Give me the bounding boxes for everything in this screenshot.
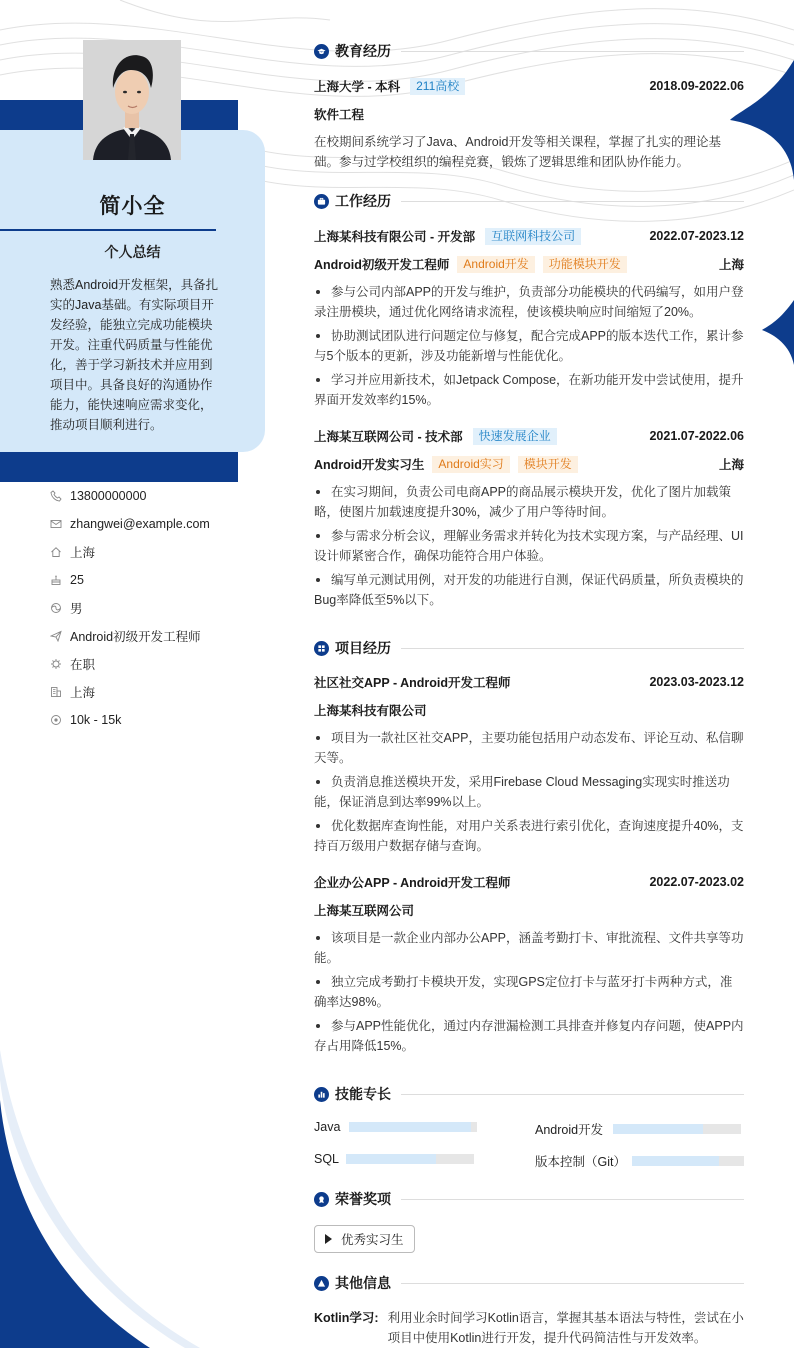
- work-1-role-row: [314, 255, 744, 273]
- project-2-bullets: [314, 928, 744, 1060]
- status-icon: [50, 658, 62, 670]
- section-title: 教育经历: [335, 43, 391, 59]
- section-divider: [401, 1094, 744, 1095]
- summary-title: 个人总结: [104, 244, 161, 260]
- project-name: 社区社交APP - Android开发工程师: [314, 676, 511, 690]
- other-info-value: 利用业余时间学习Kotlin语言，掌握其基本语法与特性，尝试在小项目中使用Kotlin进行开发，提升代码简洁性与开发效率。: [387, 1311, 744, 1345]
- skill-item: [314, 1152, 474, 1166]
- building-icon: [50, 686, 62, 698]
- info-text: Android初级开发工程师: [70, 630, 201, 644]
- section-education-header: [314, 41, 744, 61]
- section-skills-header: [314, 1084, 744, 1104]
- name-underline: [0, 229, 216, 231]
- list-item: 参与需求分析会议，理解业务需求并转化为技术实现方案，与产品经理、UI设计师紧密合作，确保功能符合用户体验。: [314, 526, 744, 566]
- summary-text: 熟悉Android开发框架，具备扎实的Java基础。有实际项目开发经验，能独立完成功能模块开发。注重代码质量与性能优化，善于学习新技术并应用到项目中。具备良好的沟通协作能力，能快速响应需求变化，推动项目顺利进行。: [50, 278, 219, 432]
- section-divider: [401, 1199, 744, 1200]
- work-period: 2021.07-2022.06: [649, 429, 744, 443]
- company-tag: 互联网科技公司: [485, 228, 581, 245]
- list-item: 在实习期间，负责公司电商APP的商品展示模块开发，优化了图片加载策略，使图片加载速度提升30%，减少了用户等待时间。: [314, 482, 744, 522]
- info-text: 13800000000: [70, 489, 147, 503]
- contact-info-list: [50, 482, 210, 734]
- skill-item: [314, 1120, 477, 1134]
- work-2-role-row: [314, 455, 744, 473]
- mail-icon: [50, 518, 62, 530]
- education-header-row: [314, 77, 744, 95]
- info-position: [50, 622, 210, 650]
- list-item: 参与公司内部APP的开发与维护，负责部分功能模块的代码编写，如用户登录注册模块，通过优化网络请求流程，使该模块响应时间缩短了20%。: [314, 282, 744, 322]
- list-item: 学习并应用新技术，如Jetpack Compose，在新功能开发中尝试使用，提升界面开发效率约15%。: [314, 370, 744, 410]
- other-info-row: [314, 1308, 744, 1348]
- company-tag: 快速发展企业: [473, 428, 557, 445]
- section-title: 荣誉奖项: [335, 1191, 391, 1207]
- info-text: 上海: [70, 686, 96, 700]
- skill-bar: [632, 1156, 744, 1166]
- section-title: 其他信息: [335, 1275, 391, 1291]
- skill-bar: [349, 1122, 477, 1132]
- section-title: 工作经历: [335, 193, 391, 209]
- info-text: 男: [70, 602, 83, 616]
- info-email: [50, 510, 210, 538]
- work-period: 2022.07-2023.12: [649, 229, 744, 243]
- section-title: 项目经历: [335, 640, 391, 656]
- skill-bar: [346, 1154, 474, 1164]
- info-status: [50, 650, 210, 678]
- list-item: 该项目是一款企业内部办公APP，涵盖考勤打卡、审批流程、文件共享等功能。: [314, 928, 744, 968]
- skill-item: [535, 1152, 744, 1170]
- list-item: 独立完成考勤打卡模块开发，实现GPS定位打卡与蓝牙打卡两种方式，准确率达98%。: [314, 972, 744, 1012]
- info-text: 10k - 15k: [70, 713, 122, 727]
- skill-bar: [613, 1124, 741, 1134]
- project-period: 2022.07-2023.02: [649, 875, 744, 889]
- list-item: 参与APP性能优化，通过内存泄漏检测工具排查并修复内存问题，使APP内存占用降低15%。: [314, 1016, 744, 1056]
- section-divider: [401, 648, 744, 649]
- section-title: 技能专长: [335, 1086, 391, 1102]
- skill-name: Java: [314, 1120, 341, 1134]
- section-divider: [401, 1283, 744, 1284]
- work-role: Android初级开发工程师: [314, 258, 450, 272]
- skill-fill: [632, 1156, 719, 1166]
- work-city: 上海: [718, 458, 744, 472]
- cake-icon: [50, 574, 62, 586]
- skill-name: Android开发: [535, 1123, 604, 1137]
- skill-name: SQL: [314, 1152, 340, 1166]
- info-text: zhangwei@example.com: [70, 517, 210, 531]
- section-projects-header: [314, 638, 744, 658]
- other-info-key: Kotlin学习:: [314, 1311, 379, 1325]
- work-2-bullets: [314, 482, 744, 614]
- project-1-bullets: [314, 728, 744, 860]
- project-company: 上海某科技有限公司: [314, 704, 427, 718]
- skill-fill: [349, 1122, 471, 1132]
- work-2-header-row: [314, 427, 744, 445]
- role-tag: Android实习: [432, 456, 509, 473]
- education-description: 在校期间系统学习了Java、Android开发等相关课程，掌握了扎实的理论基础。参与过学校组织的编程竞赛，锻炼了逻辑思维和团队协作能力。: [314, 135, 721, 169]
- money-icon: [50, 714, 62, 726]
- role-tag: 功能模块开发: [543, 256, 627, 273]
- school-name: 上海大学 - 本科: [314, 80, 401, 94]
- home-icon: [50, 546, 62, 558]
- profile-photo: [83, 40, 181, 160]
- work-city: 上海: [718, 258, 744, 272]
- info-phone: [50, 482, 210, 510]
- gender-icon: [50, 602, 62, 614]
- list-item: 编写单元测试用例，对开发的功能进行自测，保证代码质量，所负责模块的Bug率降低至5%以下。: [314, 570, 744, 610]
- graduation-cap-icon: [314, 44, 329, 59]
- project-2-header-row: [314, 873, 744, 891]
- list-item: 协助测试团队进行问题定位与修复，配合完成APP的版本迭代工作，累计参与5个版本的更新，涉及功能新增与性能优化。: [314, 326, 744, 366]
- skill-fill: [346, 1154, 436, 1164]
- info-text: 在职: [70, 658, 96, 672]
- section-awards-header: [314, 1189, 744, 1209]
- work-1-bullets: [314, 282, 744, 414]
- award-icon: [314, 1192, 329, 1207]
- info-gender: [50, 594, 210, 622]
- section-divider: [401, 51, 744, 52]
- list-item: 负责消息推送模块开发，采用Firebase Cloud Messaging实现实时推送功能，保证消息到达率99%以上。: [314, 772, 744, 812]
- play-icon: [325, 1234, 332, 1244]
- award-item-button[interactable]: [314, 1225, 415, 1253]
- briefcase-icon: [314, 194, 329, 209]
- info-icon: [314, 1276, 329, 1291]
- project-1-header-row: [314, 673, 744, 691]
- education-period: 2018.09-2022.06: [649, 79, 744, 93]
- person-name: 简小全: [99, 195, 166, 218]
- role-tag: Android开发: [457, 256, 534, 273]
- project-name: 企业办公APP - Android开发工程师: [314, 876, 511, 890]
- section-other-header: [314, 1273, 744, 1293]
- role-tag: 模块开发: [518, 456, 578, 473]
- work-1-header-row: [314, 227, 744, 245]
- info-text: 25: [70, 573, 84, 587]
- info-workplace: [50, 678, 210, 706]
- skill-fill: [613, 1124, 703, 1134]
- info-city: [50, 538, 210, 566]
- project-period: 2023.03-2023.12: [649, 675, 744, 689]
- info-text: 上海: [70, 546, 96, 560]
- skill-item: [535, 1120, 741, 1138]
- work-company: 上海某互联网公司 - 技术部: [314, 430, 463, 444]
- section-work-header: [314, 191, 744, 211]
- info-salary: [50, 706, 210, 734]
- award-label: 优秀实习生: [341, 1233, 404, 1247]
- list-item: 优化数据库查询性能，对用户关系表进行索引优化，查询速度提升40%，支持百万级用户数据存储与查询。: [314, 816, 744, 856]
- info-age: [50, 566, 210, 594]
- send-icon: [50, 630, 62, 642]
- school-tag: 211高校: [410, 78, 465, 95]
- skill-name: 版本控制（Git）: [535, 1155, 626, 1169]
- section-divider: [401, 201, 744, 202]
- grid-icon: [314, 641, 329, 656]
- project-company: 上海某互联网公司: [314, 904, 415, 918]
- major: 软件工程: [314, 108, 365, 122]
- list-item: 项目为一款社区社交APP，主要功能包括用户动态发布、评论互动、私信聊天等。: [314, 728, 744, 768]
- work-role: Android开发实习生: [314, 458, 425, 472]
- bar-chart-icon: [314, 1087, 329, 1102]
- work-company: 上海某科技有限公司 - 开发部: [314, 230, 476, 244]
- phone-icon: [50, 490, 62, 502]
